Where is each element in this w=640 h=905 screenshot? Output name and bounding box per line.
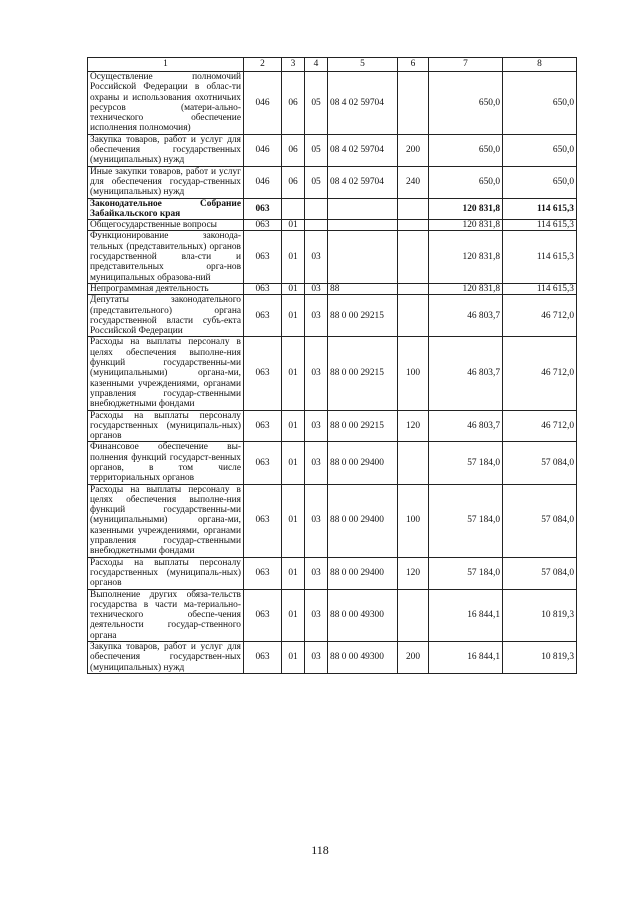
row-name-cell: Закупка товаров, работ и услуг для обеспечения государствен-ных (муниципальных) нужд — [88, 642, 244, 674]
amount-year1-cell: 120 831,8 — [429, 198, 503, 220]
amount-year1-cell: 650,0 — [429, 166, 503, 198]
admin-code-cell: 063 — [244, 198, 282, 220]
admin-code-cell: 063 — [244, 283, 282, 294]
header-cell: 3 — [282, 58, 305, 72]
admin-code-cell: 063 — [244, 231, 282, 283]
amount-year1-cell: 46 803,7 — [429, 295, 503, 337]
amount-year2-cell: 114 615,3 — [503, 283, 577, 294]
admin-code-cell: 063 — [244, 337, 282, 410]
expense-type-cell — [398, 442, 429, 484]
target-article-cell: 88 — [328, 283, 398, 294]
amount-year1-cell: 650,0 — [429, 72, 503, 135]
amount-year2-cell: 114 615,3 — [503, 231, 577, 283]
table-body — [88, 72, 577, 674]
section-code-cell: 01 — [282, 283, 305, 294]
subsection-code-cell: 03 — [305, 642, 328, 674]
admin-code-cell: 046 — [244, 72, 282, 135]
target-article-cell — [328, 198, 398, 220]
table-row — [88, 72, 577, 135]
amount-year2-cell: 10 819,3 — [503, 589, 577, 641]
row-name-cell: Расходы на выплаты персоналу государственных (муниципаль-ных) органов — [88, 557, 244, 589]
amount-year1-cell: 16 844,1 — [429, 642, 503, 674]
amount-year2-cell: 46 712,0 — [503, 337, 577, 410]
amount-year2-cell: 650,0 — [503, 134, 577, 166]
expense-type-cell — [398, 220, 429, 231]
expense-type-cell: 100 — [398, 337, 429, 410]
table-row — [88, 337, 577, 410]
amount-year2-cell: 46 712,0 — [503, 410, 577, 442]
section-code-cell: 06 — [282, 72, 305, 135]
row-name-cell: Общегосударственные вопросы — [88, 220, 244, 231]
target-article-cell: 08 4 02 59704 — [328, 72, 398, 135]
admin-code-cell: 063 — [244, 589, 282, 641]
admin-code-cell: 063 — [244, 220, 282, 231]
section-code-cell: 01 — [282, 557, 305, 589]
amount-year1-cell: 16 844,1 — [429, 589, 503, 641]
header-cell: 1 — [88, 58, 244, 72]
expense-type-cell: 120 — [398, 557, 429, 589]
table-row — [88, 442, 577, 484]
expense-type-cell: 240 — [398, 166, 429, 198]
section-code-cell: 01 — [282, 231, 305, 283]
header-row — [88, 58, 577, 72]
row-name-cell: Расходы на выплаты персоналу государственных (муниципаль-ных) органов — [88, 410, 244, 442]
table-row — [88, 198, 577, 220]
admin-code-cell: 063 — [244, 557, 282, 589]
target-article-cell: 08 4 02 59704 — [328, 166, 398, 198]
expense-type-cell — [398, 283, 429, 294]
subsection-code-cell: 03 — [305, 283, 328, 294]
expense-type-cell — [398, 231, 429, 283]
row-name-cell: Закупка товаров, работ и услуг для обеспечения государственных (муниципальных) нужд — [88, 134, 244, 166]
target-article-cell: 88 0 00 29400 — [328, 442, 398, 484]
amount-year2-cell: 650,0 — [503, 166, 577, 198]
subsection-code-cell: 03 — [305, 484, 328, 557]
subsection-code-cell: 03 — [305, 295, 328, 337]
row-name-cell: Иные закупки товаров, работ и услуг для обеспечения государ-ственных (муниципальных) нужд — [88, 166, 244, 198]
amount-year1-cell: 120 831,8 — [429, 283, 503, 294]
expense-type-cell: 120 — [398, 410, 429, 442]
target-article-cell: 88 0 00 29400 — [328, 557, 398, 589]
amount-year1-cell: 57 184,0 — [429, 557, 503, 589]
amount-year1-cell: 46 803,7 — [429, 410, 503, 442]
section-code-cell: 06 — [282, 166, 305, 198]
amount-year2-cell: 57 084,0 — [503, 557, 577, 589]
target-article-cell — [328, 231, 398, 283]
row-name-cell: Расходы на выплаты персоналу в целях обеспечения выполне-ния функций государственны-ми (муниципальными) органа-ми, казенными учреждениями, органами управления государ-ственными внебюджетными фондами — [88, 484, 244, 557]
row-name-cell: Выполнение других обяза-тельств государства в части ма-териально-технического обеспе-чения деятельности государ-ственного органа — [88, 589, 244, 641]
budget-table — [87, 57, 577, 674]
row-name-cell: Функционирование законода-тельных (представительных) органов государственной вла-сти и представительных орга-нов муниципальных образова-ний — [88, 231, 244, 283]
amount-year2-cell: 46 712,0 — [503, 295, 577, 337]
subsection-code-cell: 03 — [305, 410, 328, 442]
section-code-cell: 01 — [282, 295, 305, 337]
subsection-code-cell: 03 — [305, 442, 328, 484]
admin-code-cell: 063 — [244, 295, 282, 337]
row-name-cell: Финансовое обеспечение вы-полнения функций государст-венных органов, в том числе территориальных органов — [88, 442, 244, 484]
section-code-cell: 01 — [282, 220, 305, 231]
page-number: 118 — [311, 843, 329, 857]
subsection-code-cell: 03 — [305, 337, 328, 410]
admin-code-cell: 063 — [244, 484, 282, 557]
target-article-cell: 08 4 02 59704 — [328, 134, 398, 166]
amount-year1-cell: 46 803,7 — [429, 337, 503, 410]
subsection-code-cell: 03 — [305, 589, 328, 641]
amount-year1-cell: 120 831,8 — [429, 231, 503, 283]
subsection-code-cell: 03 — [305, 557, 328, 589]
header-cell: 7 — [429, 58, 503, 72]
header-cell: 5 — [328, 58, 398, 72]
amount-year1-cell: 57 184,0 — [429, 442, 503, 484]
target-article-cell: 88 0 00 49300 — [328, 642, 398, 674]
section-code-cell: 01 — [282, 589, 305, 641]
table-row — [88, 295, 577, 337]
admin-code-cell: 063 — [244, 642, 282, 674]
row-name-cell: Непрограммная деятельность — [88, 283, 244, 294]
subsection-code-cell: 05 — [305, 72, 328, 135]
table-row — [88, 220, 577, 231]
amount-year2-cell: 114 615,3 — [503, 198, 577, 220]
header-cell: 2 — [244, 58, 282, 72]
admin-code-cell: 063 — [244, 410, 282, 442]
target-article-cell — [328, 220, 398, 231]
subsection-code-cell — [305, 220, 328, 231]
row-name-cell: Осуществление полномочий Российской Федерации в облас-ти охраны и использования охотничьих ресурсов (матери-ально-технического обеспечение исполнения полномочия) — [88, 72, 244, 135]
expense-type-cell — [398, 589, 429, 641]
target-article-cell: 88 0 00 49300 — [328, 589, 398, 641]
table-row — [88, 642, 577, 674]
section-code-cell: 01 — [282, 642, 305, 674]
expense-type-cell: 200 — [398, 134, 429, 166]
target-article-cell: 88 0 00 29400 — [328, 484, 398, 557]
expense-type-cell — [398, 198, 429, 220]
section-code-cell: 01 — [282, 410, 305, 442]
row-name-cell: Депутаты законодательного (представительного) органа государственной власти субъ-екта Российской Федерации — [88, 295, 244, 337]
amount-year2-cell: 10 819,3 — [503, 642, 577, 674]
target-article-cell: 88 0 00 29215 — [328, 295, 398, 337]
row-name-cell: Законодательное Собрание Забайкальского края — [88, 198, 244, 220]
amount-year2-cell: 114 615,3 — [503, 220, 577, 231]
expense-type-cell: 100 — [398, 484, 429, 557]
table-row — [88, 484, 577, 557]
amount-year1-cell: 57 184,0 — [429, 484, 503, 557]
expense-type-cell — [398, 295, 429, 337]
target-article-cell: 88 0 00 29215 — [328, 337, 398, 410]
table-row — [88, 134, 577, 166]
header-cell: 8 — [503, 58, 577, 72]
admin-code-cell: 063 — [244, 442, 282, 484]
expense-type-cell — [398, 72, 429, 135]
section-code-cell: 06 — [282, 134, 305, 166]
table-row — [88, 166, 577, 198]
row-name-cell: Расходы на выплаты персоналу в целях обеспечения выполне-ния функций государственны-ми (муниципальными) органа-ми, казенными учреждениями, органами управления государ-ственными внебюджетными фондами — [88, 337, 244, 410]
table-row — [88, 410, 577, 442]
section-code-cell: 01 — [282, 337, 305, 410]
table-row — [88, 283, 577, 294]
amount-year1-cell: 650,0 — [429, 134, 503, 166]
expense-type-cell: 200 — [398, 642, 429, 674]
section-code-cell — [282, 198, 305, 220]
target-article-cell: 88 0 00 29215 — [328, 410, 398, 442]
admin-code-cell: 046 — [244, 134, 282, 166]
subsection-code-cell: 05 — [305, 134, 328, 166]
subsection-code-cell: 03 — [305, 231, 328, 283]
table-row — [88, 231, 577, 283]
table-row — [88, 589, 577, 641]
header-cell: 4 — [305, 58, 328, 72]
subsection-code-cell — [305, 198, 328, 220]
header-cell: 6 — [398, 58, 429, 72]
subsection-code-cell: 05 — [305, 166, 328, 198]
table-row — [88, 557, 577, 589]
amount-year2-cell: 57 084,0 — [503, 442, 577, 484]
section-code-cell: 01 — [282, 484, 305, 557]
amount-year1-cell: 120 831,8 — [429, 220, 503, 231]
admin-code-cell: 046 — [244, 166, 282, 198]
section-code-cell: 01 — [282, 442, 305, 484]
amount-year2-cell: 650,0 — [503, 72, 577, 135]
amount-year2-cell: 57 084,0 — [503, 484, 577, 557]
